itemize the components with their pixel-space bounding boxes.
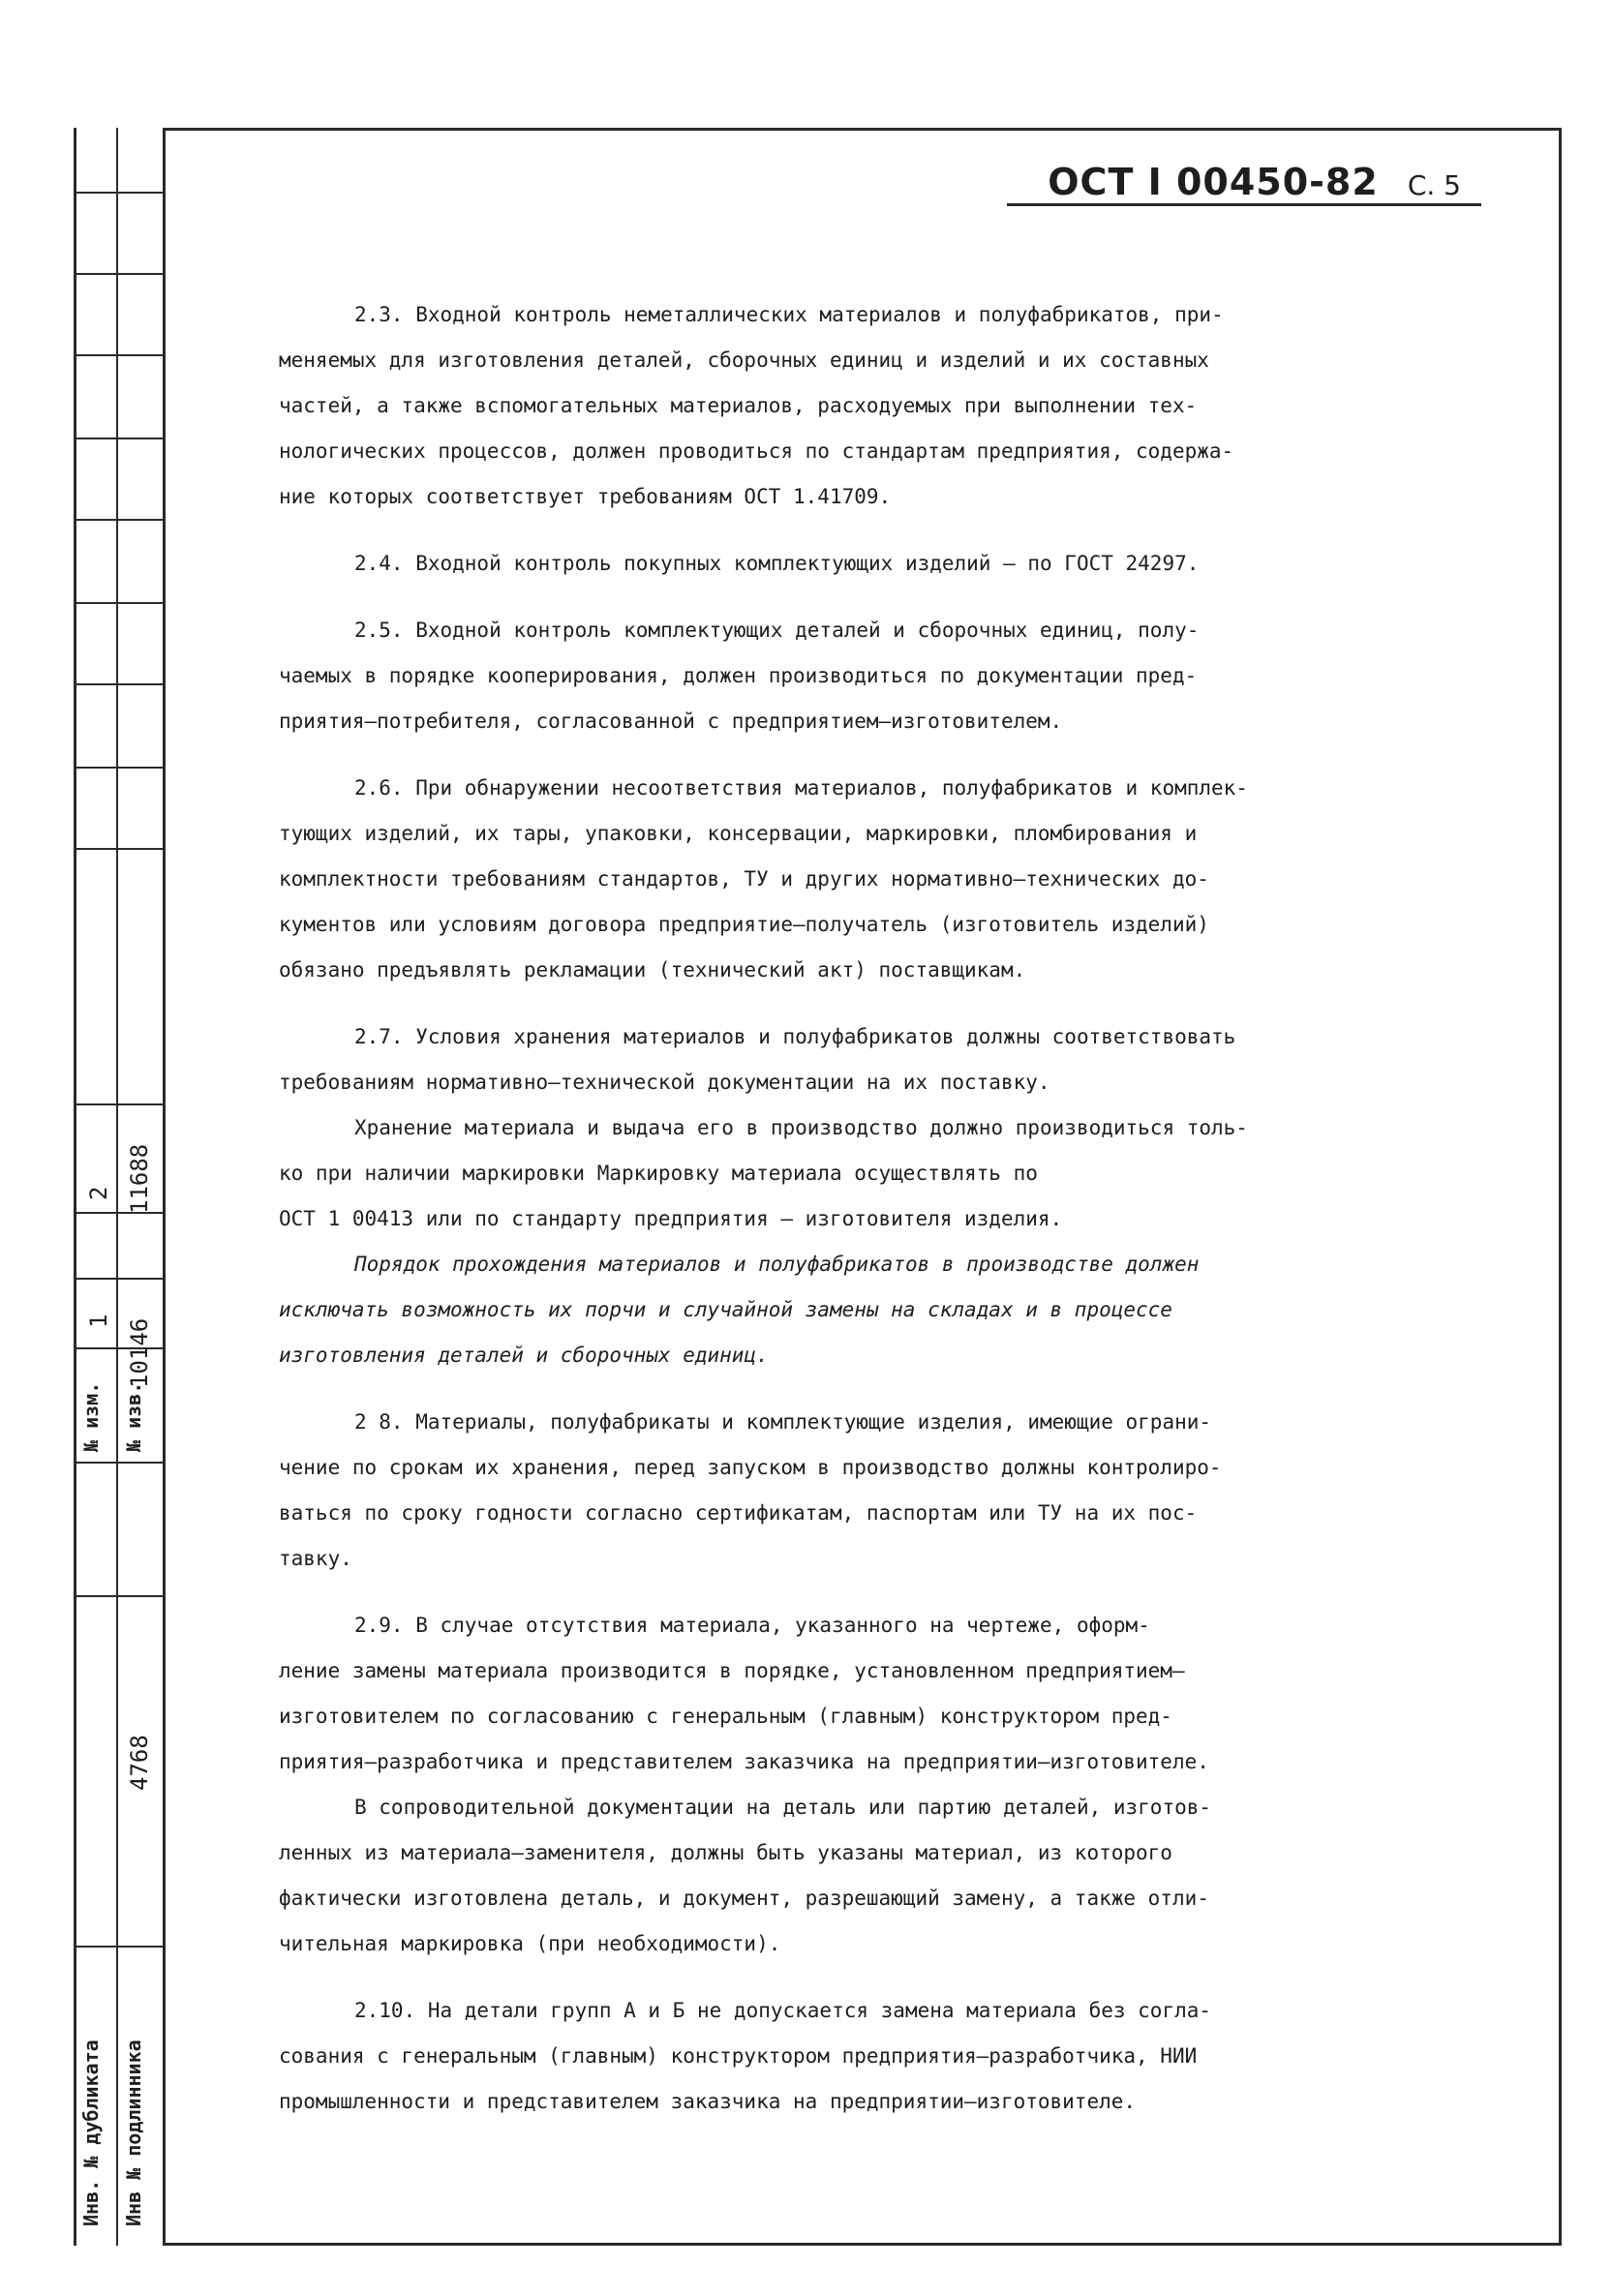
stamp-row-line — [74, 1103, 163, 1105]
text-line: приятия–разработчика и представителем заказчика на предприятии–изготовителе. — [279, 1750, 1209, 1773]
text-line: приятия–потребителя, согласованной с предприятием–изготовителем. — [279, 710, 1063, 733]
stamp-label-dup: Инв. № дубликата — [79, 2039, 103, 2226]
stamp-row-line — [74, 602, 163, 604]
text-line: Порядок прохождения материалов и полуфабрикатов в производстве должен — [354, 1253, 1200, 1276]
text-line: меняемых для изготовления деталей, сборочных единиц и изделий и их составных — [279, 348, 1209, 372]
text-line: нологических процессов, должен проводиться по стандартам предприятия, содержа- — [279, 439, 1234, 463]
paragraph-2-3 — [279, 292, 1431, 520]
text-line: комплектности требованиям стандартов, ТУ и других нормативно–технических до- — [279, 867, 1209, 891]
stamp-row-line — [74, 683, 163, 685]
stamp-notice-2: 11688 — [126, 1143, 153, 1214]
text-line: изготовителем по согласованию с генеральным (главным) конструктором пред- — [279, 1705, 1172, 1728]
text-line: Хранение материала и выдача его в производство должно производиться толь- — [354, 1116, 1248, 1139]
document-body — [279, 292, 1431, 2146]
paragraph-storage — [279, 1105, 1431, 1242]
text-line: 2.4. Входной контроль покупных комплектующих изделий – по ГОСТ 24297. — [354, 552, 1200, 575]
stamp-row-line — [74, 354, 163, 356]
stamp-label-izm: № изм. — [79, 1381, 103, 1452]
stamp-row-line — [74, 1278, 163, 1280]
text-line: ние которых соответствует требованиям ОСТ 1.41709. — [279, 485, 892, 508]
text-line: ко при наличии маркировки Маркировку материала осуществлять по — [279, 1162, 1038, 1185]
stamp-row-line — [74, 1462, 163, 1464]
page-number: С. 5 — [1407, 169, 1461, 201]
text-line: 2.6. При обнаружении несоответствия материалов, полуфабрикатов и комплек- — [354, 776, 1248, 800]
text-line: В сопроводительной документации на деталь или партию деталей, изготов- — [354, 1796, 1212, 1819]
text-line: требованиям нормативно–технической документации на их поставку. — [279, 1071, 1050, 1094]
text-line: чаемых в порядке кооперирования, должен производиться по документации пред- — [279, 664, 1198, 687]
text-line: исключать возможность их порчи и случайной замены на складах и в процессе — [279, 1298, 1172, 1321]
text-line: чение по срокам их хранения, перед запуском в производство должны контролиро- — [279, 1456, 1222, 1479]
text-line: тующих изделий, их тары, упаковки, консервации, маркировки, пломбирования и — [279, 822, 1198, 845]
stamp-label-original: Инв № подлинника — [122, 2039, 145, 2226]
text-line: 2.7. Условия хранения материалов и полуфабрикатов должны соответствовать — [354, 1025, 1236, 1048]
text-line: изготовления деталей и сборочных единиц. — [279, 1344, 769, 1367]
text-line: чительная маркировка (при необходимости). — [279, 1932, 781, 1955]
text-line: ление замены материала производится в порядке, установленном предприятием– — [279, 1659, 1185, 1682]
stamp-row-line — [74, 438, 163, 439]
text-line: 2 8. Материалы, полуфабрикаты и комплектующие изделия, имеющие ограни- — [354, 1410, 1212, 1434]
stamp-row-line — [74, 1595, 163, 1597]
text-line: промышленности и представителем заказчика на предприятии–изготовителе. — [279, 2090, 1137, 2113]
stamp-change-2: 2 — [85, 1186, 112, 1200]
paragraph-2-9 — [279, 1603, 1431, 1785]
stamp-outer-border — [74, 128, 76, 2246]
text-line: тавку. — [279, 1547, 352, 1570]
stamp-row-line — [74, 519, 163, 521]
text-line: частей, а также вспомогательных материалов, расходуемых при выполнении тех- — [279, 394, 1198, 417]
paragraph-handling-order — [279, 1242, 1431, 1378]
stamp-notice-1: 10146 — [126, 1317, 153, 1388]
stamp-row-line — [74, 273, 163, 275]
text-line: 2.3. Входной контроль неметаллических материалов и полуфабрикатов, при- — [354, 303, 1224, 326]
stamp-label-izv: № изв. — [122, 1381, 145, 1452]
paragraph-2-8 — [279, 1400, 1431, 1582]
stamp-row-line — [74, 848, 163, 850]
text-line: сования с генеральным (главным) конструктором предприятия–разработчика, НИИ — [279, 2044, 1198, 2068]
paragraph-accompanying-docs — [279, 1785, 1431, 1967]
page-header — [1048, 161, 1461, 203]
paragraph-2-4 — [279, 541, 1431, 587]
stamp-row-line — [74, 1946, 163, 1948]
text-line: обязано предъявлять рекламации (технический акт) поставщикам. — [279, 958, 1026, 982]
text-line: кументов или условиям договора предприятие–получатель (изготовитель изделий) — [279, 913, 1209, 936]
paragraph-2-6 — [279, 766, 1431, 993]
paragraph-2-5 — [279, 608, 1431, 744]
stamp-row-line — [74, 192, 163, 194]
stamp-change-1: 1 — [85, 1314, 112, 1328]
text-line: ОСТ 1 00413 или по стандарту предприятия – изготовителя изделия. — [279, 1207, 1063, 1230]
text-line: 2.9. В случае отсутствия материала, указанного на чертеже, оформ- — [354, 1614, 1150, 1637]
stamp-original-number: 4768 — [126, 1735, 153, 1791]
text-line: фактически изготовлена деталь, и документ, разрешающий замену, а также отли- — [279, 1887, 1209, 1910]
stamp-row-line — [74, 767, 163, 769]
text-line: ваться по сроку годности согласно сертификатам, паспортам или ТУ на их пос- — [279, 1501, 1198, 1525]
document-code: ОСТ I 00450-82 — [1048, 161, 1379, 203]
text-line: ленных из материала–заменителя, должны быть указаны материал, из которого — [279, 1841, 1172, 1864]
header-underline — [1007, 203, 1481, 206]
text-line: 2.10. На детали групп А и Б не допускается замена материала без согла- — [354, 1999, 1212, 2022]
paragraph-2-7 — [279, 1014, 1431, 1105]
text-line: 2.5. Входной контроль комплектующих деталей и сборочных единиц, полу- — [354, 619, 1200, 642]
stamp-column-divider — [116, 128, 118, 2246]
paragraph-2-10 — [279, 1988, 1431, 2125]
